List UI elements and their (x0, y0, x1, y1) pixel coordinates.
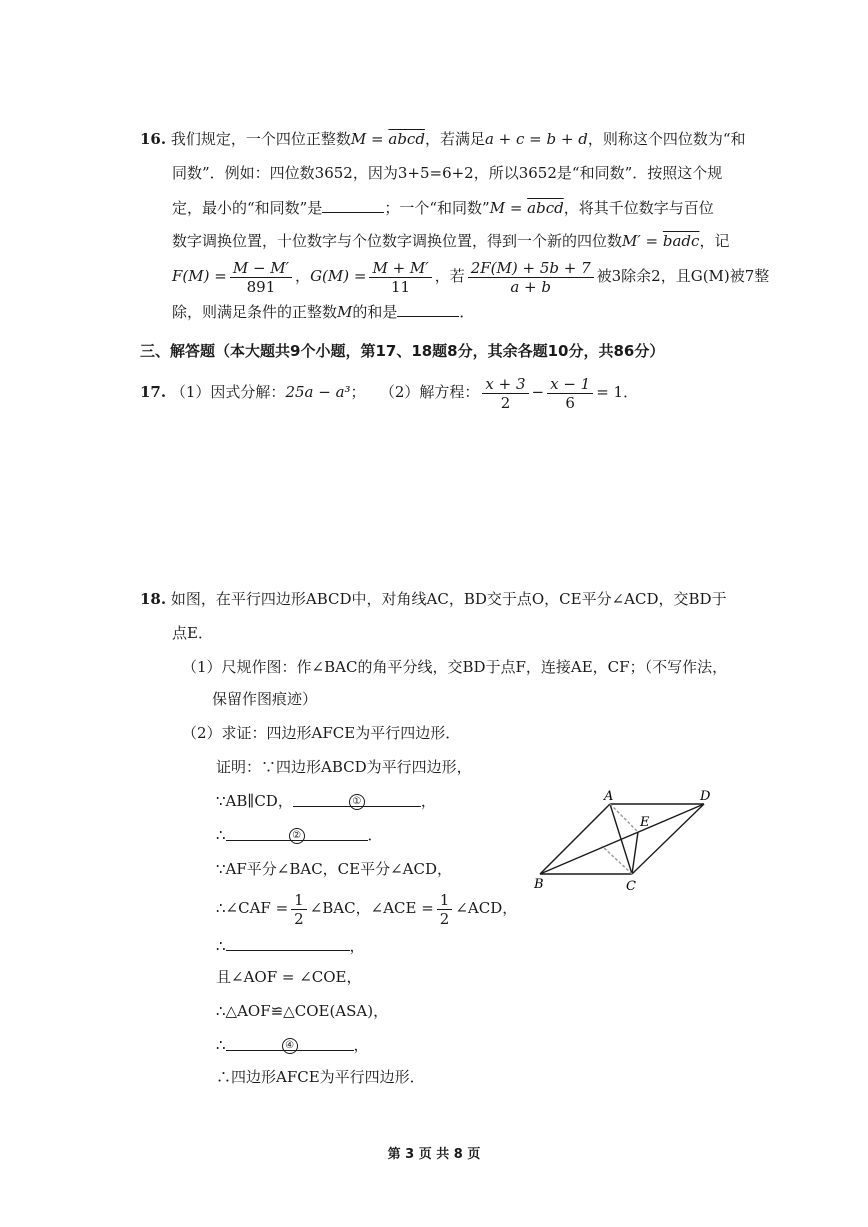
frac-den: 6 (565, 393, 575, 412)
q18-part1-line2: 保留作图痕迹） (212, 690, 318, 708)
q16-line1 (140, 128, 746, 150)
q16-var-mprime: M′ (622, 232, 641, 250)
parallelogram-figure (532, 790, 732, 900)
frac-num: M + M′ (369, 259, 431, 278)
proof-text: ， (353, 1036, 369, 1054)
q18-text: 如图，在平行四边形ABCD中，对角线AC，BD交于点O，CE平分∠ACD，交BD于 (170, 590, 727, 608)
q16-eq: = (640, 232, 663, 250)
q16-text: 我们规定，一个四位正整数 (170, 130, 351, 148)
q17-minus: − (531, 383, 545, 401)
proof-text: ， (349, 937, 365, 955)
proof-line7: ∴△AOF≌△COE(ASA)， (216, 1002, 389, 1020)
answer-blank-6[interactable] (226, 1034, 354, 1051)
proof-line2 (216, 824, 383, 846)
q16-condition: a + c = b + d (484, 130, 588, 148)
q16-eq: = (505, 199, 528, 217)
label-b: B (534, 877, 544, 892)
blank-marker: ② (289, 828, 305, 844)
proof-text: ∴ (216, 1036, 226, 1054)
frac-num: 1 (437, 891, 453, 910)
proof-text: ∠BAC，∠ACE = (309, 899, 434, 917)
q16-text: 定，最小的“和同数”是 (172, 199, 323, 217)
q16-text: ，若满足 (424, 130, 485, 148)
page-footer: 第 3 页 共 8 页 (387, 1147, 481, 1162)
blank-marker: ④ (282, 1038, 298, 1054)
half-fraction (291, 891, 307, 928)
answer-blank-3[interactable] (293, 790, 421, 807)
answer-blank-2[interactable] (397, 300, 459, 317)
answer-blank-1[interactable] (322, 196, 384, 213)
q17-expr: 25a − a³ (285, 383, 351, 401)
bisector-ce (632, 832, 638, 874)
label-a: A (604, 790, 614, 804)
label-c: C (626, 879, 636, 894)
q18-number: 18. (140, 590, 167, 608)
frac-den: 2 (500, 393, 511, 412)
q16-line5 (172, 256, 769, 296)
q16-g-fraction (369, 259, 431, 296)
q17-part1: （1）因式分解： (170, 383, 286, 401)
q16-text: 除，则满足条件的正整数 (172, 303, 338, 321)
q16-f-fraction (230, 259, 292, 296)
q16-line3 (172, 196, 714, 219)
label-e: E (640, 815, 650, 830)
proof-text: ∠ACD， (455, 899, 518, 917)
q16-text: ，则称这个四位数为“和 (587, 130, 746, 148)
blank-marker: ① (349, 794, 365, 810)
proof-text: ． (367, 826, 383, 844)
q16-number: 16. (140, 130, 167, 148)
answer-blank-5[interactable] (226, 934, 350, 951)
proof-line0: 证明：∵四边形ABCD为平行四边形， (216, 758, 472, 776)
q16-var-m: M (337, 303, 353, 321)
frac-den: 891 (246, 277, 276, 296)
frac-num: x − 1 (547, 375, 593, 394)
proof-line6: 且∠AOF = ∠COE， (216, 968, 362, 986)
q16-f-def: F(M) = (172, 267, 227, 285)
q16-text: 的和是 (352, 303, 398, 321)
q17-part2: （2）解方程： (379, 383, 480, 401)
frac-den: 2 (439, 909, 450, 928)
q17-line (140, 370, 638, 414)
q16-text: ；一个“和同数” (384, 199, 490, 217)
proof-text: ∵AB∥CD， (216, 792, 293, 810)
proof-line9: ∴四边形AFCE为平行四边形． (216, 1068, 425, 1086)
q18-line2: 点E． (172, 624, 213, 642)
q18-part2: （2）求证：四边形AFCE为平行四边形． (182, 724, 461, 742)
proof-line4 (216, 888, 517, 928)
q16-g-def: G(M) = (310, 267, 367, 285)
q16-abcd: abcd (388, 130, 425, 148)
q16-text: 被3除余2，且G(M)被7整 (596, 267, 770, 285)
half-fraction (437, 891, 453, 928)
q17-frac2 (547, 375, 593, 412)
q16-line6 (172, 300, 474, 323)
q16-text: ，若 (434, 267, 465, 285)
q16-abcd: abcd (527, 199, 564, 217)
answer-blank-4[interactable] (226, 824, 368, 841)
q16-var-m: M (350, 130, 367, 148)
frac-num: 1 (291, 891, 307, 910)
q16-cond-fraction (468, 259, 594, 296)
q16-sep: ， (295, 267, 311, 285)
frac-den: a + b (510, 277, 551, 296)
proof-text: ， (420, 792, 436, 810)
q18-line1 (140, 588, 727, 610)
label-d: D (700, 790, 711, 804)
side-ab (540, 804, 610, 874)
frac-num: M − M′ (230, 259, 292, 278)
proof-line8 (216, 1034, 369, 1056)
section-title: 三、解答题（本大题共9个小题，第17、18题8分，其余各题10分，共86分） (140, 342, 665, 360)
q16-text: 数字调换位置，十位数字与个位数字调换位置，得到一个新的四位数 (172, 232, 623, 250)
q17-number: 17. (140, 383, 167, 401)
q17-sep: ； (350, 383, 366, 401)
frac-den: 2 (294, 909, 304, 928)
q16-text: 同数”．例如：四位数3652，因为3+5=6+2，所以3652是“和同数”．按照这个规 (172, 164, 723, 182)
frac-num: 2F(M) + 5b + 7 (468, 259, 594, 278)
proof-text: ∴ (216, 937, 226, 955)
proof-text: ∴∠CAF = (216, 899, 289, 917)
q17-rhs: = 1． (596, 383, 639, 401)
q16-text: ． (459, 303, 475, 321)
proof-line1 (216, 790, 436, 812)
q16-text: ，将其千位数字与百位 (563, 199, 714, 217)
q16-badc: badc (662, 232, 700, 250)
frac-num: x + 3 (482, 375, 528, 394)
proof-line5 (216, 934, 365, 957)
proof-text: ∴ (216, 826, 226, 844)
diagonal-bd (540, 804, 704, 874)
q16-line4 (172, 230, 729, 252)
q16-var-m: M (489, 199, 506, 217)
q17-frac1 (482, 375, 528, 412)
q16-text: ，记 (699, 232, 730, 250)
q16-eq: = (366, 130, 389, 148)
frac-den: 11 (391, 277, 411, 296)
q18-part1-line1: （1）尺规作图：作∠BAC的角平分线，交BD于点F，连接AE，CF；（不写作法， (182, 658, 728, 676)
q16-line2 (172, 162, 722, 184)
proof-line3: ∵AF平分∠BAC，CE平分∠ACD， (216, 860, 453, 878)
